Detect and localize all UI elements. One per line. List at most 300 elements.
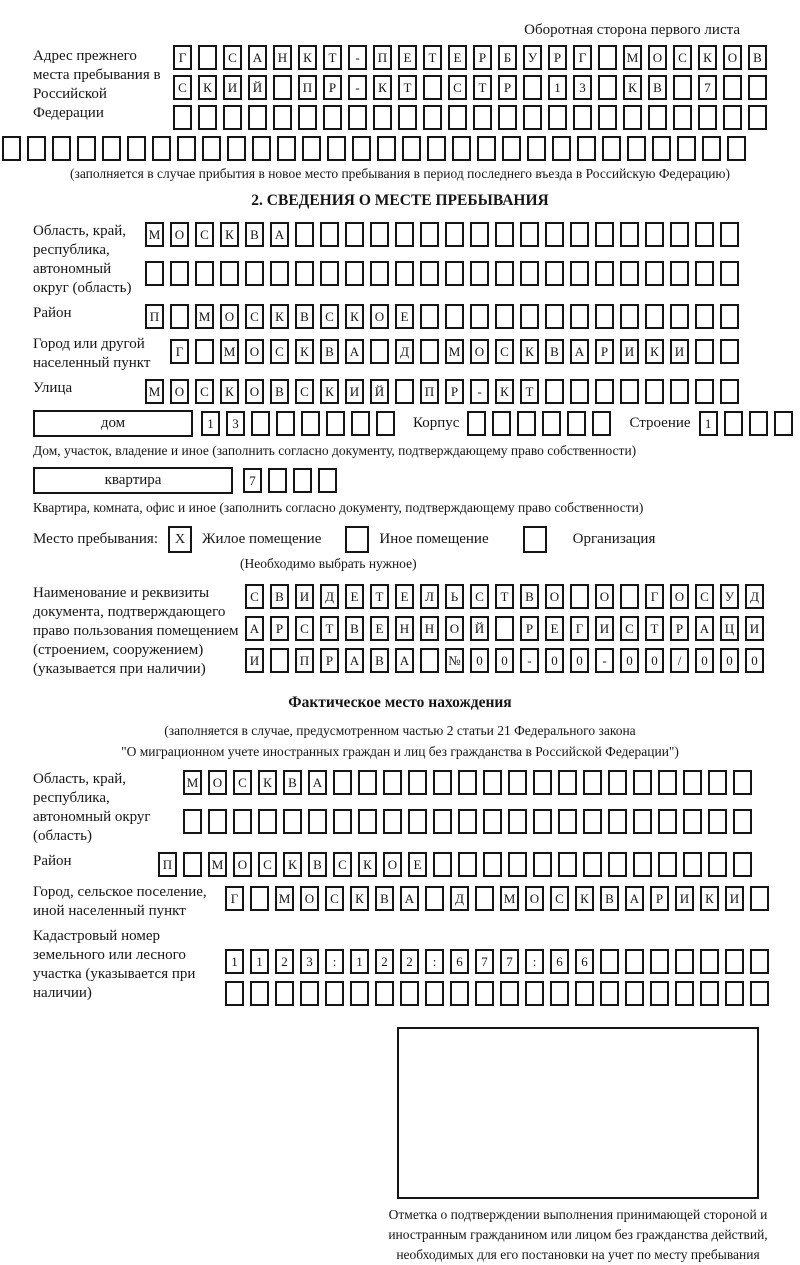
- char-cell: С: [295, 616, 314, 641]
- char-cell: Р: [595, 339, 614, 364]
- char-cell: К: [698, 45, 717, 70]
- char-cell: [720, 379, 739, 404]
- char-cell: 6: [575, 949, 594, 974]
- char-cell: С: [673, 45, 692, 70]
- fact-region-block: [33, 770, 800, 846]
- char-cell: [325, 981, 344, 1006]
- char-cell: [670, 304, 689, 329]
- char-cell: [375, 981, 394, 1006]
- char-cell: [708, 770, 727, 795]
- char-cell: К: [258, 770, 277, 795]
- char-cell: [352, 136, 371, 161]
- char-cell: [420, 304, 439, 329]
- street-label: Улица: [33, 380, 73, 396]
- cadastral-row-1: [225, 949, 775, 974]
- char-cell: [495, 222, 514, 247]
- char-cell: Й: [370, 379, 389, 404]
- char-cell: [273, 75, 292, 100]
- char-cell: [245, 261, 264, 286]
- char-cell: С: [620, 616, 639, 641]
- char-cell: [648, 105, 667, 130]
- char-cell: Н: [395, 616, 414, 641]
- char-cell: [77, 136, 96, 161]
- char-cell: Р: [520, 616, 539, 641]
- char-cell: [225, 981, 244, 1006]
- char-cell: [595, 379, 614, 404]
- char-cell: [625, 981, 644, 1006]
- char-cell: [583, 770, 602, 795]
- char-cell: -: [595, 648, 614, 673]
- apartment-cells: [243, 468, 343, 493]
- char-cell: Р: [670, 616, 689, 641]
- char-cell: П: [158, 852, 177, 877]
- char-cell: А: [345, 648, 364, 673]
- char-cell: К: [283, 852, 302, 877]
- char-cell: 2: [275, 949, 294, 974]
- house-cells: [201, 411, 401, 436]
- char-cell: [702, 136, 721, 161]
- char-cell: [420, 261, 439, 286]
- char-cell: О: [545, 584, 564, 609]
- char-cell: О: [723, 45, 742, 70]
- char-cell: М: [195, 304, 214, 329]
- char-cell: [395, 222, 414, 247]
- char-cell: Д: [395, 339, 414, 364]
- char-cell: [673, 75, 692, 100]
- char-cell: [695, 261, 714, 286]
- char-cell: [500, 981, 519, 1006]
- char-cell: О: [670, 584, 689, 609]
- char-cell: [658, 770, 677, 795]
- char-cell: [470, 261, 489, 286]
- char-cell: [650, 981, 669, 1006]
- char-cell: [725, 949, 744, 974]
- char-cell: С: [448, 75, 467, 100]
- char-cell: К: [220, 222, 239, 247]
- char-cell: [695, 339, 714, 364]
- char-cell: В: [308, 852, 327, 877]
- char-cell: С: [245, 304, 264, 329]
- apartment-note: Квартира, комната, офис и иное (заполнить согласно документу, подтверждающему право собственности): [33, 500, 644, 515]
- char-cell: [208, 809, 227, 834]
- prev-address-block: [33, 47, 800, 130]
- char-cell: [670, 379, 689, 404]
- char-cell: [492, 411, 511, 436]
- char-cell: -: [470, 379, 489, 404]
- char-cell: [318, 468, 337, 493]
- char-cell: И: [245, 648, 264, 673]
- char-cell: А: [395, 648, 414, 673]
- char-cell: [448, 105, 467, 130]
- char-cell: [358, 770, 377, 795]
- city-label: Город или другой населенный пункт: [33, 336, 151, 371]
- char-cell: [452, 136, 471, 161]
- char-cell: Г: [170, 339, 189, 364]
- char-cell: С: [470, 584, 489, 609]
- char-cell: 1: [201, 411, 220, 436]
- char-cell: О: [245, 339, 264, 364]
- char-cell: [645, 304, 664, 329]
- char-cell: К: [495, 379, 514, 404]
- char-cell: П: [298, 75, 317, 100]
- char-cell: К: [575, 886, 594, 911]
- char-cell: 1: [250, 949, 269, 974]
- char-cell: О: [233, 852, 252, 877]
- char-cell: Н: [420, 616, 439, 641]
- char-cell: [220, 261, 239, 286]
- actual-location-title: Фактическое место нахождения: [288, 694, 512, 711]
- char-cell: [595, 261, 614, 286]
- char-cell: [650, 949, 669, 974]
- char-cell: К: [295, 339, 314, 364]
- char-cell: В: [295, 304, 314, 329]
- char-cell: Р: [270, 616, 289, 641]
- char-cell: [683, 770, 702, 795]
- char-cell: [252, 136, 271, 161]
- char-cell: 7: [243, 468, 262, 493]
- char-cell: [483, 770, 502, 795]
- char-cell: [542, 411, 561, 436]
- char-cell: В: [520, 584, 539, 609]
- char-cell: [552, 136, 571, 161]
- district-row: [33, 304, 800, 329]
- char-cell: [645, 261, 664, 286]
- char-cell: [423, 105, 442, 130]
- char-cell: М: [500, 886, 519, 911]
- city-row: [33, 335, 800, 373]
- char-cell: [645, 222, 664, 247]
- char-cell: 3: [226, 411, 245, 436]
- char-cell: [533, 770, 552, 795]
- char-cell: [720, 222, 739, 247]
- char-cell: М: [445, 339, 464, 364]
- street-cells: [145, 379, 745, 404]
- char-cell: [425, 886, 444, 911]
- char-cell: О: [300, 886, 319, 911]
- region-block: [33, 222, 800, 298]
- char-cell: [573, 105, 592, 130]
- char-cell: Т: [398, 75, 417, 100]
- char-cell: Р: [445, 379, 464, 404]
- char-cell: И: [345, 379, 364, 404]
- char-cell: [420, 339, 439, 364]
- char-cell: В: [648, 75, 667, 100]
- char-cell: [251, 411, 270, 436]
- char-cell: [749, 411, 768, 436]
- char-cell: В: [345, 616, 364, 641]
- char-cell: Д: [320, 584, 339, 609]
- char-cell: [350, 981, 369, 1006]
- char-cell: 2: [375, 949, 394, 974]
- char-cell: Т: [495, 584, 514, 609]
- char-cell: Т: [520, 379, 539, 404]
- apartment-row: [33, 467, 800, 494]
- char-cell: [608, 770, 627, 795]
- char-cell: А: [625, 886, 644, 911]
- char-cell: [433, 852, 452, 877]
- char-cell: В: [245, 222, 264, 247]
- char-cell: [720, 339, 739, 364]
- char-cell: В: [283, 770, 302, 795]
- char-cell: Е: [345, 584, 364, 609]
- char-cell: [223, 105, 242, 130]
- fact-district-cells: [158, 852, 758, 877]
- char-cell: А: [400, 886, 419, 911]
- char-cell: [700, 981, 719, 1006]
- char-cell: [527, 136, 546, 161]
- cadastral-block: [33, 927, 800, 1013]
- char-cell: М: [183, 770, 202, 795]
- char-cell: [227, 136, 246, 161]
- char-cell: [470, 304, 489, 329]
- char-cell: О: [170, 379, 189, 404]
- char-cell: [333, 770, 352, 795]
- char-cell: [720, 261, 739, 286]
- char-cell: [477, 136, 496, 161]
- char-cell: К: [700, 886, 719, 911]
- char-cell: /: [670, 648, 689, 673]
- char-cell: [323, 105, 342, 130]
- char-cell: [620, 222, 639, 247]
- city-cells: [170, 339, 745, 364]
- char-cell: М: [275, 886, 294, 911]
- char-cell: [400, 981, 419, 1006]
- char-cell: П: [295, 648, 314, 673]
- char-cell: [545, 379, 564, 404]
- char-cell: К: [298, 45, 317, 70]
- char-cell: [258, 809, 277, 834]
- char-cell: С: [233, 770, 252, 795]
- char-cell: [570, 379, 589, 404]
- char-cell: [675, 981, 694, 1006]
- char-cell: С: [195, 379, 214, 404]
- cadastral-label: Кадастровый номер земельного или лесного участка (указывается при наличии): [33, 928, 196, 1001]
- char-cell: [558, 770, 577, 795]
- char-cell: [445, 304, 464, 329]
- char-cell: А: [270, 222, 289, 247]
- char-cell: [295, 261, 314, 286]
- fact-city-cells: [225, 886, 775, 911]
- char-cell: [598, 105, 617, 130]
- char-cell: А: [248, 45, 267, 70]
- char-cell: [774, 411, 793, 436]
- char-cell: [420, 648, 439, 673]
- char-cell: [620, 304, 639, 329]
- char-cell: П: [373, 45, 392, 70]
- char-cell: Р: [650, 886, 669, 911]
- char-cell: К: [520, 339, 539, 364]
- char-cell: В: [320, 339, 339, 364]
- char-cell: [673, 105, 692, 130]
- char-cell: [698, 105, 717, 130]
- char-cell: [602, 136, 621, 161]
- char-cell: [620, 584, 639, 609]
- char-cell: [302, 136, 321, 161]
- char-cell: [170, 304, 189, 329]
- char-cell: [320, 222, 339, 247]
- char-cell: Т: [320, 616, 339, 641]
- char-cell: О: [470, 339, 489, 364]
- char-cell: [183, 809, 202, 834]
- section2-title: 2. СВЕДЕНИЯ О МЕСТЕ ПРЕБЫВАНИЯ: [251, 192, 549, 209]
- char-cell: В: [748, 45, 767, 70]
- char-cell: [358, 809, 377, 834]
- char-cell: П: [420, 379, 439, 404]
- char-cell: [508, 770, 527, 795]
- char-cell: [170, 261, 189, 286]
- prev-address-row-1: [173, 45, 773, 70]
- char-cell: [275, 981, 294, 1006]
- char-cell: [298, 105, 317, 130]
- stay-option-organization-label: Организация: [572, 531, 656, 547]
- char-cell: [373, 105, 392, 130]
- char-cell: Д: [450, 886, 469, 911]
- char-cell: [548, 105, 567, 130]
- char-cell: [570, 304, 589, 329]
- char-cell: О: [595, 584, 614, 609]
- char-cell: [633, 809, 652, 834]
- char-cell: :: [525, 949, 544, 974]
- char-cell: 0: [620, 648, 639, 673]
- char-cell: [723, 75, 742, 100]
- char-cell: В: [545, 339, 564, 364]
- char-cell: К: [198, 75, 217, 100]
- fact-region-row-2: [183, 809, 758, 834]
- char-cell: М: [145, 222, 164, 247]
- stay-type-label: Место пребывания:: [33, 531, 158, 547]
- char-cell: [145, 261, 164, 286]
- char-cell: [567, 411, 586, 436]
- char-cell: [523, 105, 542, 130]
- char-cell: Л: [420, 584, 439, 609]
- char-cell: К: [350, 886, 369, 911]
- confirmation-stamp-box: [397, 1027, 759, 1199]
- char-cell: А: [695, 616, 714, 641]
- char-cell: [377, 136, 396, 161]
- char-cell: [383, 809, 402, 834]
- char-cell: Д: [745, 584, 764, 609]
- char-cell: [525, 981, 544, 1006]
- region-row-1: [145, 222, 745, 247]
- char-cell: [733, 809, 752, 834]
- char-cell: К: [623, 75, 642, 100]
- char-cell: [708, 852, 727, 877]
- char-cell: [577, 136, 596, 161]
- document-row-2: [245, 616, 770, 641]
- char-cell: Й: [248, 75, 267, 100]
- char-cell: 0: [695, 648, 714, 673]
- char-cell: Ц: [720, 616, 739, 641]
- char-cell: [633, 852, 652, 877]
- char-cell: [402, 136, 421, 161]
- char-cell: Г: [173, 45, 192, 70]
- char-cell: И: [595, 616, 614, 641]
- char-cell: :: [325, 949, 344, 974]
- cadastral-row-2: [225, 981, 775, 1006]
- char-cell: [595, 222, 614, 247]
- char-cell: И: [725, 886, 744, 911]
- char-cell: А: [308, 770, 327, 795]
- char-cell: [458, 809, 477, 834]
- char-cell: [233, 809, 252, 834]
- char-cell: [52, 136, 71, 161]
- char-cell: [508, 852, 527, 877]
- char-cell: [750, 981, 769, 1006]
- char-cell: [420, 222, 439, 247]
- char-cell: [570, 222, 589, 247]
- char-cell: [658, 809, 677, 834]
- char-cell: [520, 222, 539, 247]
- char-cell: [395, 379, 414, 404]
- char-cell: С: [223, 45, 242, 70]
- char-cell: [723, 105, 742, 130]
- char-cell: 1: [350, 949, 369, 974]
- char-cell: [408, 770, 427, 795]
- char-cell: [675, 949, 694, 974]
- char-cell: [495, 261, 514, 286]
- char-cell: [670, 261, 689, 286]
- fact-city-label: Город, сельское поселение, иной населенный пункт: [33, 884, 207, 919]
- char-cell: Р: [320, 648, 339, 673]
- stroenie-label: Строение: [629, 415, 691, 431]
- char-cell: А: [245, 616, 264, 641]
- char-cell: [458, 770, 477, 795]
- char-cell: [333, 809, 352, 834]
- char-cell: С: [295, 379, 314, 404]
- char-cell: [370, 339, 389, 364]
- char-cell: [550, 981, 569, 1006]
- char-cell: [301, 411, 320, 436]
- char-cell: [427, 136, 446, 161]
- char-cell: О: [220, 304, 239, 329]
- char-cell: [327, 136, 346, 161]
- char-cell: :: [425, 949, 444, 974]
- char-cell: [195, 339, 214, 364]
- char-cell: И: [223, 75, 242, 100]
- char-cell: М: [208, 852, 227, 877]
- char-cell: [608, 809, 627, 834]
- korpus-label: Корпус: [413, 415, 460, 431]
- char-cell: [102, 136, 121, 161]
- char-cell: [598, 45, 617, 70]
- char-cell: [127, 136, 146, 161]
- char-cell: 0: [545, 648, 564, 673]
- char-cell: О: [383, 852, 402, 877]
- house-note: Дом, участок, владение и иное (заполнить согласно документу, подтверждающему право собственности): [33, 443, 637, 458]
- stroenie-cells: [699, 411, 799, 436]
- char-cell: [750, 886, 769, 911]
- char-cell: Б: [498, 45, 517, 70]
- char-cell: [270, 648, 289, 673]
- char-cell: [598, 75, 617, 100]
- char-cell: [645, 379, 664, 404]
- stay-type-note: (Необходимо выбрать нужное): [240, 556, 417, 571]
- confirmation-stamp-caption: Отметка о подтверждении выполнения принимающей стороной и иностранным гражданином или лицом без гражданства действий, необходимых для его постановки на учет по месту пребывания: [388, 1207, 768, 1262]
- char-cell: [595, 304, 614, 329]
- char-cell: [720, 304, 739, 329]
- char-cell: Т: [473, 75, 492, 100]
- char-cell: [273, 105, 292, 130]
- char-cell: [370, 222, 389, 247]
- char-cell: С: [320, 304, 339, 329]
- char-cell: [483, 852, 502, 877]
- char-cell: [473, 105, 492, 130]
- prev-address-row-3: [173, 105, 773, 130]
- fact-city-row: [33, 883, 800, 921]
- char-cell: [300, 981, 319, 1006]
- char-cell: [202, 136, 221, 161]
- char-cell: [268, 468, 287, 493]
